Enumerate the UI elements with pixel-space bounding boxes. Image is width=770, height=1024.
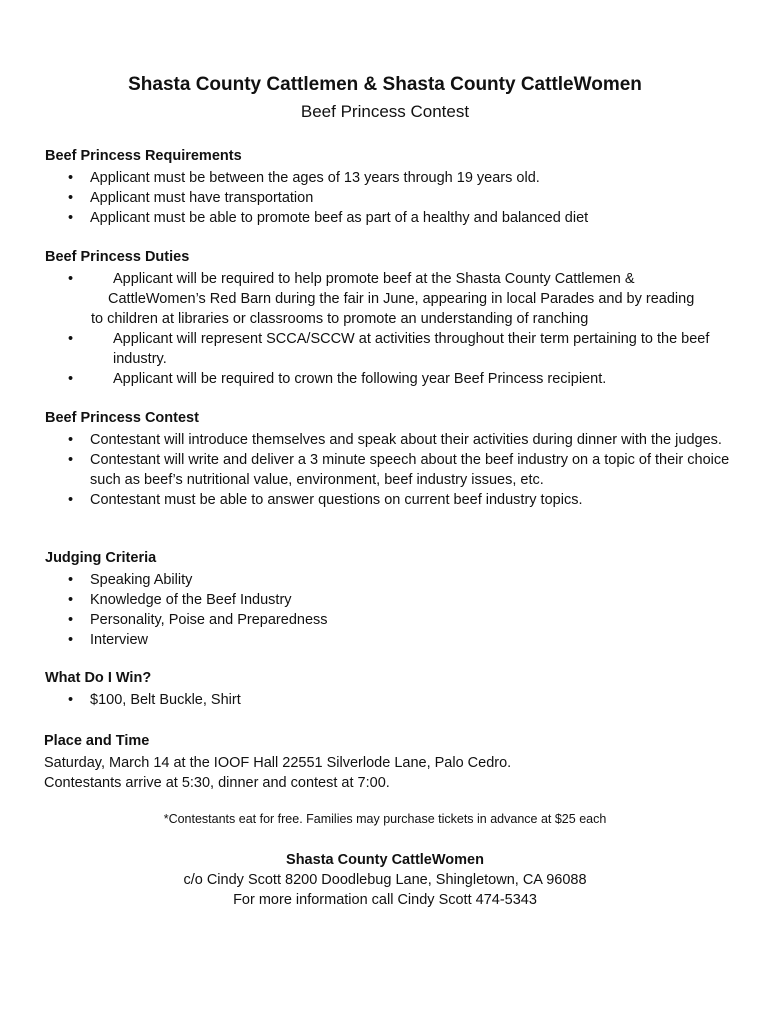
- list-item: • Applicant will represent SCCA/SCCW at activities throughout their term pertaining to the beef industry.: [45, 329, 735, 369]
- list-item: • Applicant must be between the ages of 13 years through 19 years old.: [45, 168, 735, 188]
- footer-org: Shasta County CattleWomen: [286, 852, 484, 868]
- duty-1-line-2: CattleWomen’s Red Barn during the fair in June, appearing in local Parades and by reading: [108, 291, 695, 307]
- list-item: • Speaking Ability: [45, 570, 735, 590]
- time-line: Contestants arrive at 5:30, dinner and contest at 7:00.: [44, 775, 390, 791]
- list-item: • Contestant will introduce themselves and speak about their activities during dinner with the judges.: [45, 430, 735, 450]
- prize-section: [45, 668, 735, 710]
- list-item: • $100, Belt Buckle, Shirt: [45, 690, 735, 710]
- place-time-heading: Place and Time: [44, 733, 150, 749]
- document-title: Shasta County Cattlemen & Shasta County CattleWomen: [128, 74, 642, 95]
- place-line: Saturday, March 14 at the IOOF Hall 22551 Silverlode Lane, Palo Cedro.: [44, 755, 512, 771]
- list-item: • Knowledge of the Beef Industry: [45, 590, 735, 610]
- place-time-section: [44, 731, 734, 793]
- footer-contact: [0, 850, 770, 910]
- list-item: [45, 269, 735, 329]
- duty-1-line-1: Applicant will be required to help promote beef at the Shasta County Cattlemen &: [113, 271, 635, 287]
- requirements-heading: Beef Princess Requirements: [45, 148, 242, 164]
- duty-1-line-3: to children at libraries or classrooms to promote an understanding of ranching: [91, 311, 589, 327]
- judging-heading: Judging Criteria: [45, 550, 157, 566]
- contest-heading: Beef Princess Contest: [45, 410, 199, 426]
- list-item: • Contestant will write and deliver a 3 minute speech about the beef industry on a topic of their choice such as beef’s nutritional value, environment, beef industry issues, etc.: [45, 450, 735, 490]
- duties-list: [45, 269, 735, 389]
- duties-section: [45, 247, 735, 389]
- list-item: • Applicant will be required to crown the following year Beef Princess recipient.: [45, 369, 735, 389]
- document-subtitle: Beef Princess Contest: [300, 102, 470, 121]
- duties-heading: Beef Princess Duties: [45, 249, 190, 265]
- ticket-note: *Contestants eat for free. Families may purchase tickets in advance at $25 each: [163, 812, 607, 826]
- contest-list: [45, 430, 735, 510]
- footer-address: c/o Cindy Scott 8200 Doodlebug Lane, Shingletown, CA 96088: [183, 872, 587, 888]
- contest-section: [45, 408, 735, 510]
- list-item: • Applicant must have transportation: [45, 188, 735, 208]
- list-item: • Personality, Poise and Preparedness: [45, 610, 735, 630]
- prize-heading: What Do I Win?: [45, 670, 152, 686]
- judging-list: [45, 570, 735, 650]
- list-item: • Interview: [45, 630, 735, 650]
- list-item: • Applicant must be able to promote beef as part of a healthy and balanced diet: [45, 208, 735, 228]
- footer-phone: For more information call Cindy Scott 474-5343: [233, 892, 537, 908]
- requirements-section: [45, 146, 735, 228]
- list-item: • Contestant must be able to answer questions on current beef industry topics.: [45, 490, 735, 510]
- judging-section: [45, 548, 735, 650]
- requirements-list: [45, 168, 735, 228]
- prize-list: [45, 690, 735, 710]
